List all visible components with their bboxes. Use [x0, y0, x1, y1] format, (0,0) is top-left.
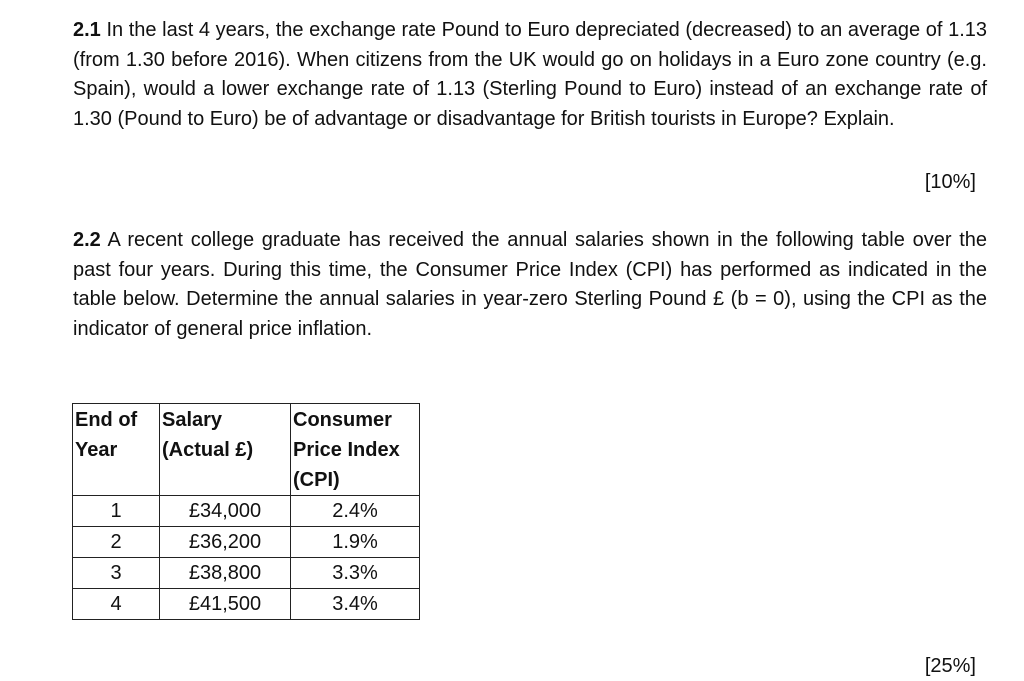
cpi-cell: 2.4% — [291, 496, 420, 527]
question-2-1 — [73, 16, 987, 134]
question-2-1-number: 2.1 — [73, 19, 101, 41]
cpi-cell: 3.4% — [291, 589, 420, 620]
table-header-row — [73, 404, 420, 496]
year-cell: 3 — [73, 558, 160, 589]
header-salary: Salary (Actual £) — [160, 404, 291, 496]
question-2-2-marks: [25%] — [924, 655, 976, 677]
table-row — [73, 558, 420, 589]
salary-cpi-table — [72, 403, 420, 620]
table-row — [73, 527, 420, 558]
question-2-2-number: 2.2 — [73, 229, 101, 251]
header-cpi: Consumer Price Index (CPI) — [291, 404, 420, 496]
header-end-of-year: End of Year — [73, 404, 160, 496]
salary-cell: £41,500 — [160, 589, 291, 620]
salary-cell: £34,000 — [160, 496, 291, 527]
question-2-2 — [73, 226, 987, 344]
question-2-1-text: In the last 4 years, the exchange rate Pound to Euro depreciated (decreased) to an average of 1.13 (from 1.30 before 2016). When citizens from the UK would go on holidays in a Euro zone country (e.g. Spain), would a lower exchange rate of 1.13 (Sterling Pound to Euro) instead of an exchange rate of 1.30 (Pound to Euro) be of advantage or disadvantage for British tourists in Europe? Explain. — [73, 19, 987, 130]
table-row — [73, 589, 420, 620]
question-2-1-marks: [10%] — [924, 171, 976, 193]
salary-cell: £36,200 — [160, 527, 291, 558]
cpi-cell: 3.3% — [291, 558, 420, 589]
year-cell: 4 — [73, 589, 160, 620]
year-cell: 2 — [73, 527, 160, 558]
year-cell: 1 — [73, 496, 160, 527]
question-2-2-text: A recent college graduate has received the annual salaries shown in the following table over the past four years. During this time, the Consumer Price Index (CPI) has performed as indicated in the table below. Determine the annual salaries in year-zero Sterling Pound £ (b = 0), using the CPI as the indicator of general price inflation. — [73, 229, 988, 340]
cpi-cell: 1.9% — [291, 527, 420, 558]
table-row — [73, 496, 420, 527]
salary-cell: £38,800 — [160, 558, 291, 589]
